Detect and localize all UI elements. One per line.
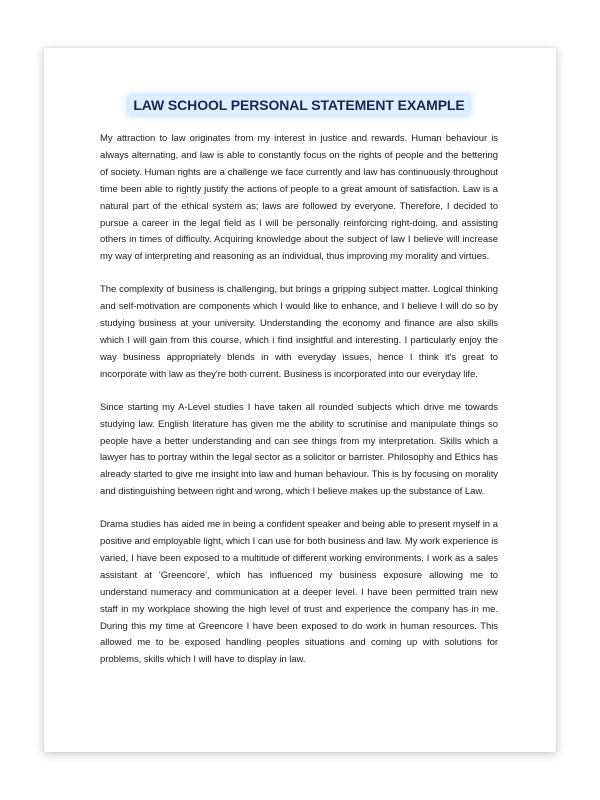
paragraph-1: My attraction to law originates from my interest in justice and rewards. Human behaviour is always alternating, and law is able to constantly focus on the rights of people and the bettering of society. Human rights are a challenge we face currently and law has continuously throughout time been able to rightly justify the actions of people to a great amount of satisfaction. Law is a natural part of the ethical system as; laws are followed by everyone. Therefore, I decided to pursue a career in the legal field as I will be personally reinforcing right-doing, and assisting others in times of difficulty. Acquiring knowledge about the subject of law I believe will increase my way of interpreting and reasoning as an individual, thus improving my morality and virtues.	[100, 133, 498, 263]
document-title: LAW SCHOOL PERSONAL STATEMENT EXAMPLE	[129, 96, 468, 114]
paragraph-4: Drama studies has aided me in being a confident speaker and being able to present myself in a positive and employable light, which I can use for both business and law. My work experience is varied, I have been exposed to a multitude of different working environments. I work as a sales assistant at 'Greencore', which has influenced my business exposure allowing me to understand numeracy and communication at a deeper level. I have been permitted train new staff in my workplace showing the high level of trust and experience the company has in me. During this my time at Greencore I have been exposed to do work in human resources. This allowed me to be exposed handling peoples situations and coming up with solutions for problems, skills which I will have to display in law.	[100, 519, 498, 666]
document-content	[100, 96, 498, 685]
document-page	[44, 48, 556, 752]
paragraph-3: Since starting my A-Level studies I have taken all rounded subjects which drive me towards studying law. English literature has given me the ability to scrutinise and manipulate things so people have a better understanding and can see things from my interpretation. Skills which a lawyer has to portray within the legal sector as a solicitor or barrister. Philosophy and Ethics has already started to give me insight into law and human behaviour. This is by focusing on morality and distinguishing between right and wrong, which I believe makes up the substance of Law.	[100, 401, 498, 498]
paragraph-2: The complexity of business is challenging, but brings a gripping subject matter. Logical thinking and self-motivation are components which I would like to enhance, and I believe I will do so by studying business at your university. Understanding the economy and finance are also skills which I will gain from this course, which i find insightful and interesting. I particularly enjoy the way business appropriately blends in with everyday issues, hence I think it's great to incorporate with law as they're both current. Business is incorporated into our everyday life.	[100, 284, 498, 380]
title-wrap	[100, 96, 498, 115]
